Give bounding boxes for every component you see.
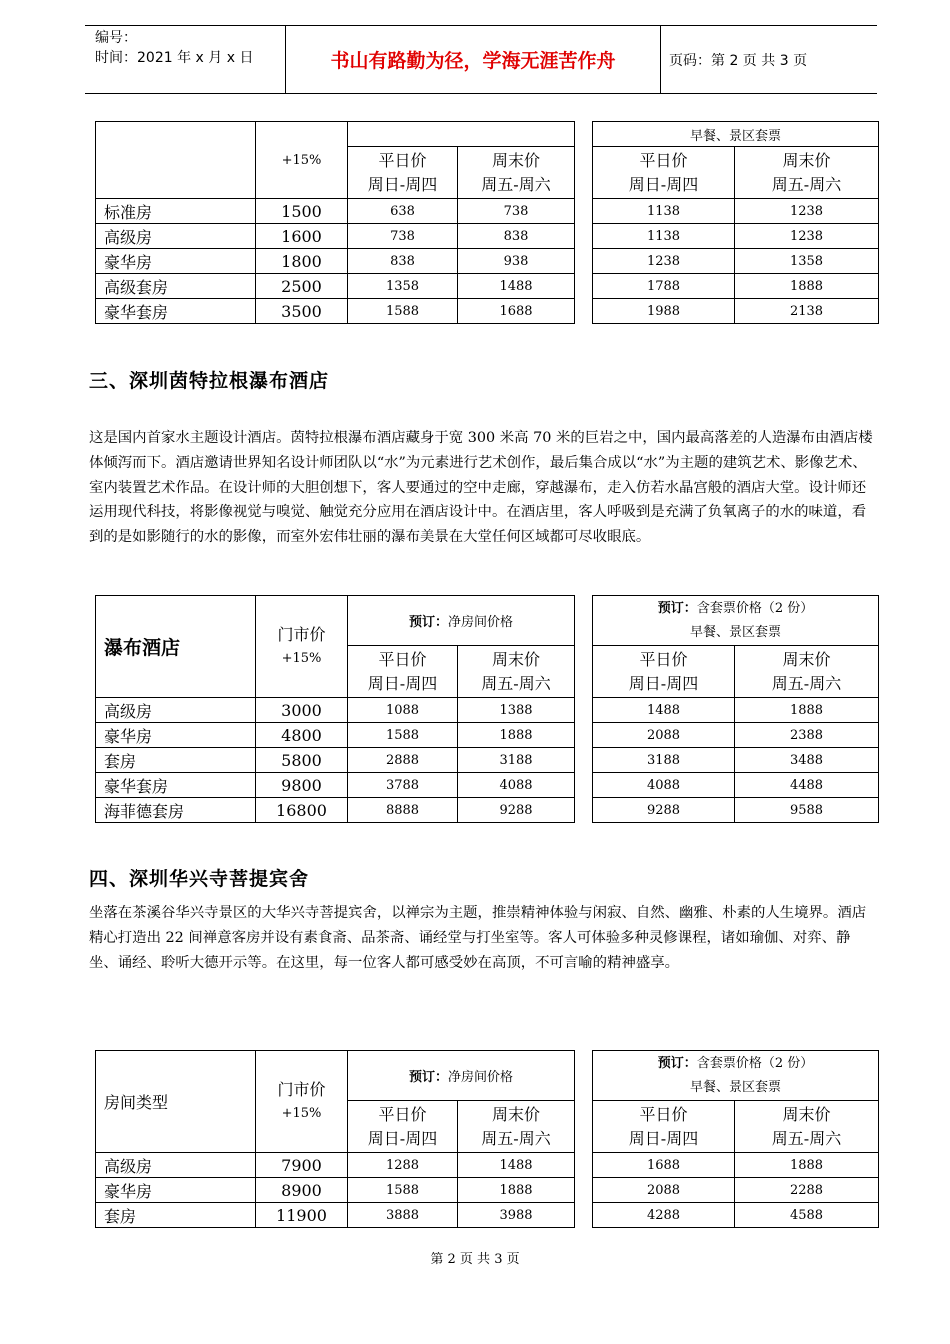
table3-pkg-weekend-head: 周末价 周五-周六 <box>735 1101 879 1153</box>
table2-rack-header: 门市价 +15% <box>256 596 348 698</box>
table1-corner <box>96 122 256 199</box>
header-page-label: 页码：第 2 页 共 3 页 <box>669 52 808 69</box>
table-row: 高级房 1600 738 838 1138 1238 <box>96 224 879 249</box>
price-table-1 <box>95 121 879 324</box>
table1-package-header: 早餐、景区套票 <box>593 122 879 147</box>
table-row: 高级房 7900 1288 1488 1688 1888 <box>96 1153 879 1178</box>
table1-net-header <box>348 122 575 147</box>
table1-markup: +15% <box>256 122 348 199</box>
table2-package-header: 预订：含套票价格（2 份） 早餐、景区套票 <box>593 596 879 646</box>
table-row: 标准房 1500 638 738 1138 1238 <box>96 199 879 224</box>
table-row: 海菲德套房 16800 8888 9288 9288 9588 <box>96 798 879 823</box>
table1-pkg-weekday-head: 平日价 周日-周四 <box>593 147 735 199</box>
price-table-2 <box>95 595 879 823</box>
table2-pkg-weekend-head: 周末价 周五-周六 <box>735 646 879 698</box>
table2-weekend-head: 周末价 周五-周六 <box>458 646 575 698</box>
section4-title: 四、深圳华兴寺菩提宾舍 <box>89 868 310 890</box>
table-row: 豪华套房 3500 1588 1688 1988 2138 <box>96 299 879 324</box>
section3-paragraph: 这是国内首家水主题设计酒店。茵特拉根瀑布酒店藏身于宽 300 米高 70 米的巨岩之中，国内最高落差的人造瀑布由酒店楼体倾泻而下。酒店邀请世界知名设计师团队以“水”为元素进行艺术创作，最后集合成以“水”为主题的建筑艺术、影像艺术、室内装置艺术作品。在设计师的大胆创想下，客人要通过的空中走廊，穿越瀑布，走入仿若水晶宫般的酒店大堂。设计师还运用现代科技，将影像视觉与嗅觉、触觉充分应用在酒店设计中。在酒店里，客人呼吸到是充满了负氧离子的水的味道，看到的是如影随行的水的影像，而室外宏伟壮丽的瀑布美景在大堂任何区域都可尽收眼底。 <box>89 430 873 546</box>
table3-net-header: 预订：净房间价格 <box>348 1051 575 1101</box>
price-table-3 <box>95 1050 879 1228</box>
table3-room-type-header: 房间类型 <box>96 1051 256 1153</box>
table-row: 豪华房 8900 1588 1888 2088 2288 <box>96 1178 879 1203</box>
table-row: 高级套房 2500 1358 1488 1788 1888 <box>96 274 879 299</box>
table3-weekday-head: 平日价 周日-周四 <box>348 1101 458 1153</box>
number-label: 编号： <box>95 30 137 46</box>
table-row: 豪华套房 9800 3788 4088 4088 4488 <box>96 773 879 798</box>
table-row: 高级房 3000 1088 1388 1488 1888 <box>96 698 879 723</box>
table-row: 豪华房 4800 1588 1888 2088 2388 <box>96 723 879 748</box>
table2-hotel-name: 瀑布酒店 <box>96 596 256 698</box>
table1-pkg-weekend-head: 周末价 周五-周六 <box>735 147 879 199</box>
page-header <box>85 25 877 94</box>
section3-title: 三、深圳茵特拉根瀑布酒店 <box>89 370 330 392</box>
table2-net-header: 预订：净房间价格 <box>348 596 575 646</box>
header-motto: 书山有路勤为径，学海无涯苦作舟 <box>285 26 661 93</box>
table2-weekday-head: 平日价 周日-周四 <box>348 646 458 698</box>
table3-rack-header: 门市价 +15% <box>256 1051 348 1153</box>
time-label: 时间：2021 年 x 月 x 日 <box>95 50 254 66</box>
table2-pkg-weekday-head: 平日价 周日-周四 <box>593 646 735 698</box>
table3-pkg-weekday-head: 平日价 周日-周四 <box>593 1101 735 1153</box>
section4-paragraph: 坐落在茶溪谷华兴寺景区的大华兴寺菩提宾舍，以禅宗为主题，推崇精神体验与闲寂、自然、幽雅、朴素的人生境界。酒店精心打造出 22 间禅意客房并设有素食斋、品茶斋、诵经堂与打坐室等。客人可体验多种灵修课程，诸如瑜伽、对弈、静坐、诵经、聆听大德开示等。在这里，每一位客人都可感受妙在高顶，不可言喻的精神盛享。 <box>89 905 867 971</box>
table3-package-header: 预订：含套票价格（2 份） 早餐、景区套票 <box>593 1051 879 1101</box>
table1-weekday-head: 平日价 周日-周四 <box>348 147 458 199</box>
table1-weekend-head: 周末价 周五-周六 <box>458 147 575 199</box>
table-row: 豪华房 1800 838 938 1238 1358 <box>96 249 879 274</box>
table-row: 套房 11900 3888 3988 4288 4588 <box>96 1203 879 1228</box>
table-row: 套房 5800 2888 3188 3188 3488 <box>96 748 879 773</box>
header-meta <box>95 26 285 95</box>
page-footer: 第 2 页 共 3 页 <box>430 1252 520 1267</box>
table3-weekend-head: 周末价 周五-周六 <box>458 1101 575 1153</box>
